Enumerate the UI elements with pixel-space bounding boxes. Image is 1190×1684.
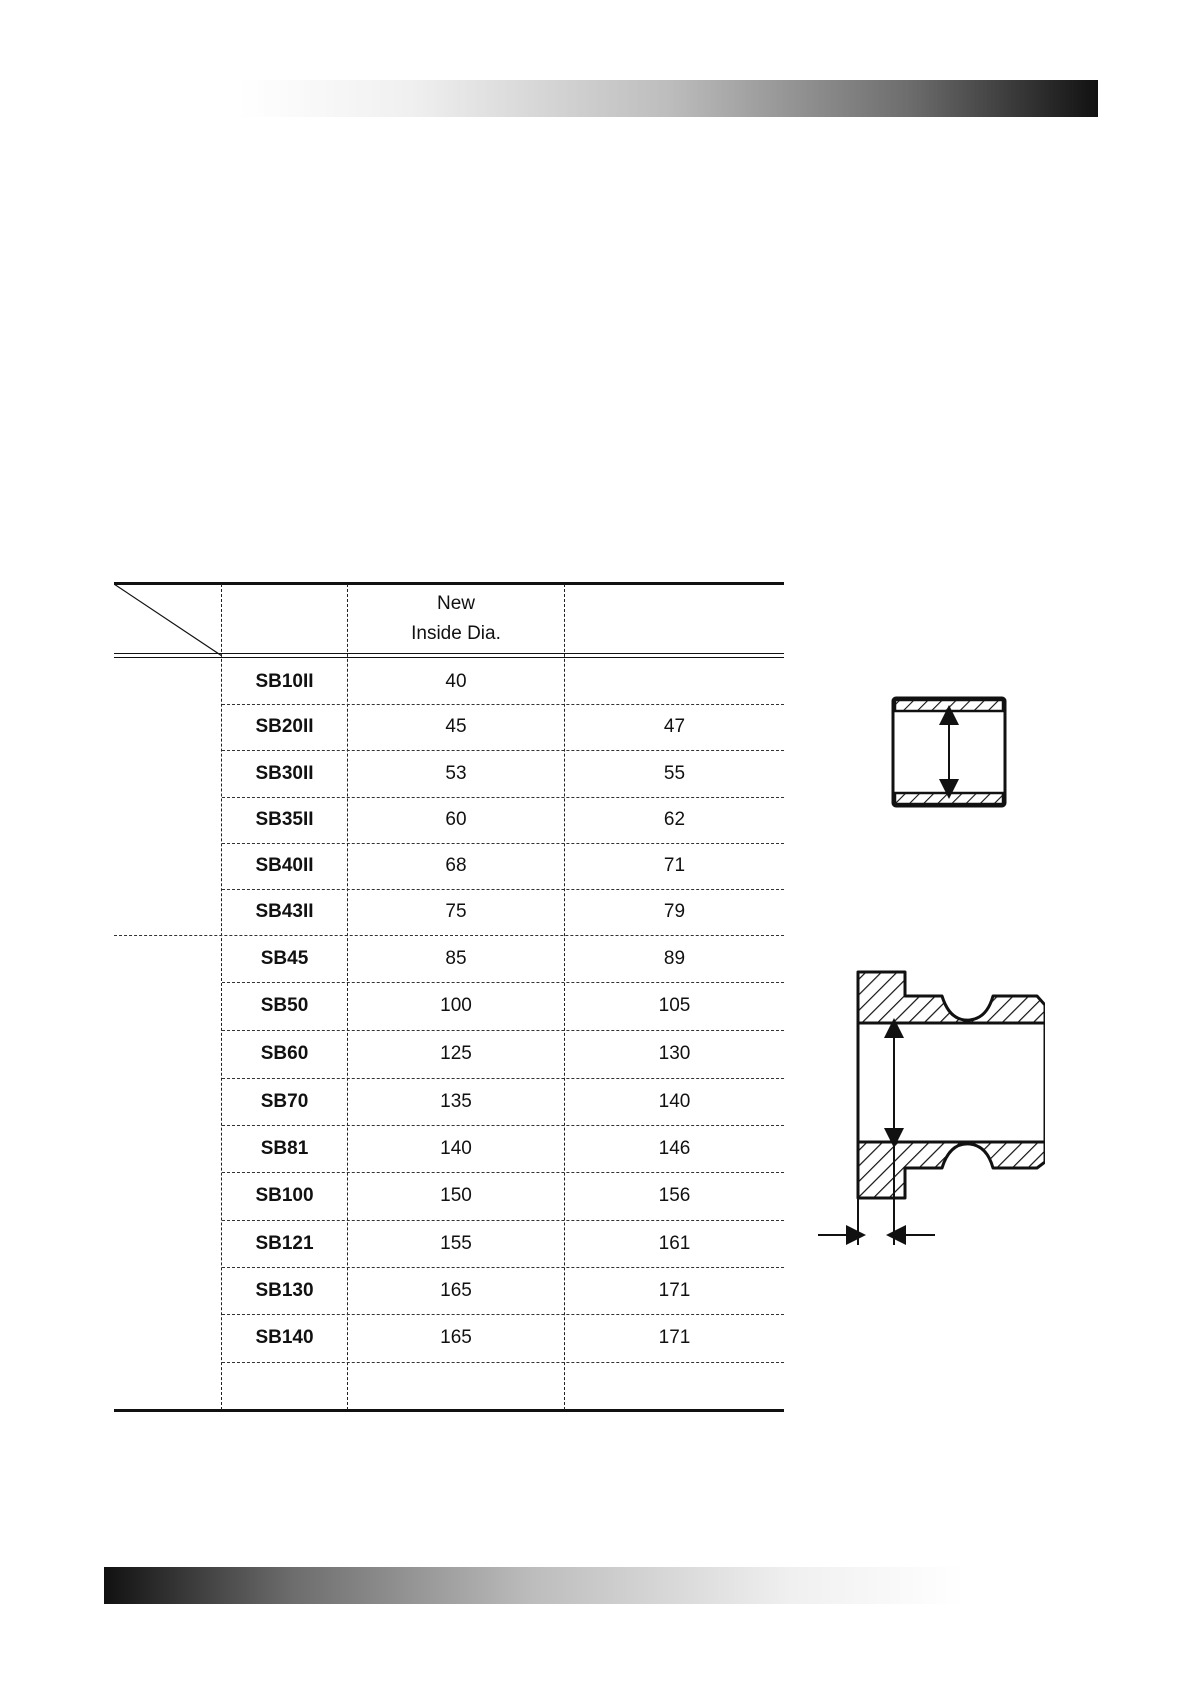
limit-cell: 140: [658, 1090, 691, 1112]
new-inside-dia-cell: 135: [440, 1090, 472, 1112]
limit-cell: 89: [663, 947, 686, 969]
table-bottom-rule: [114, 1409, 784, 1412]
limit-cell: 55: [663, 762, 686, 784]
new-inside-dia-cell: 100: [440, 995, 472, 1016]
bushing-spec-table: [114, 582, 784, 1412]
new-inside-dia-cell: 150: [440, 1185, 472, 1206]
new-inside-dia-cell: 53: [445, 762, 467, 784]
new-inside-dia-cell: 155: [440, 1232, 472, 1254]
new-inside-dia-cell: 68: [445, 855, 467, 876]
new-inside-dia-cell: 165: [440, 1327, 472, 1348]
header-inside-dia-label: Inside Dia.: [411, 623, 501, 644]
limit-cell: 62: [663, 809, 686, 830]
limit-cell: 146: [658, 1137, 691, 1159]
flanged-bushing-diagram: [815, 960, 1045, 1250]
model-cell: SB35II: [255, 809, 314, 830]
new-inside-dia-cell: 85: [445, 947, 467, 969]
model-cell: [222, 1362, 347, 1409]
model-cell: SB100: [255, 1185, 314, 1206]
limit-cell: 161: [658, 1232, 691, 1254]
header-new-inside-dia: [348, 586, 564, 652]
model-cell: SB70: [260, 1090, 309, 1112]
limit-cell: [565, 1362, 784, 1409]
new-inside-dia-cell: 75: [445, 901, 467, 922]
new-inside-dia-cell: 165: [440, 1279, 472, 1301]
limit-cell: 71: [663, 855, 686, 876]
new-inside-dia-cell: 60: [445, 809, 467, 830]
model-cell: SB140: [255, 1327, 314, 1348]
model-cell: SB121: [255, 1232, 314, 1254]
corner-diagonal: [114, 582, 222, 658]
model-cell: SB50: [260, 995, 309, 1016]
limit-cell: [565, 659, 784, 704]
footer-gradient-band: [104, 1567, 964, 1604]
limit-cell: 79: [663, 901, 686, 922]
model-cell: SB20II: [255, 716, 314, 737]
limit-cell: 47: [663, 716, 686, 737]
model-cell: SB45: [260, 947, 309, 969]
sleeve-bushing-diagram: [890, 695, 1010, 815]
model-cell: SB81: [260, 1137, 309, 1159]
limit-cell: 171: [658, 1279, 691, 1301]
model-cell: SB10II: [255, 670, 314, 692]
model-cell: SB43II: [255, 901, 314, 922]
header-gradient-band: [238, 80, 1098, 117]
new-inside-dia-cell: 140: [440, 1137, 472, 1159]
header-new-label: New: [436, 593, 475, 614]
limit-cell: 130: [658, 1043, 691, 1064]
limit-cell: 156: [658, 1185, 691, 1206]
limit-cell: 105: [658, 995, 691, 1016]
limit-cell: 171: [658, 1327, 691, 1348]
new-inside-dia-cell: 40: [445, 670, 467, 692]
new-inside-dia-cell: 45: [445, 716, 467, 737]
model-cell: SB40II: [255, 855, 314, 876]
model-cell: SB60: [260, 1043, 309, 1064]
model-cell: SB30II: [255, 762, 314, 784]
new-inside-dia-cell: [348, 1362, 564, 1409]
model-cell: SB130: [255, 1279, 314, 1301]
new-inside-dia-cell: 125: [440, 1043, 472, 1064]
